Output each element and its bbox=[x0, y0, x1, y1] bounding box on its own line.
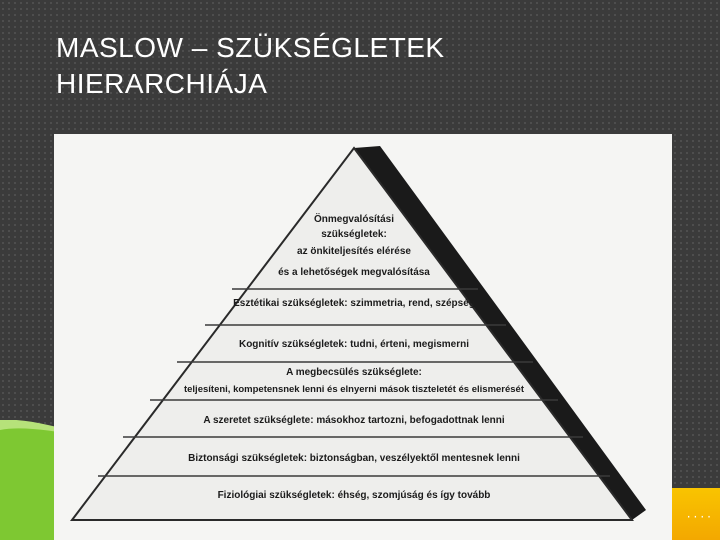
level-label: A szeretet szükséglete: másokhoz tartozni, befogadottnak lenni bbox=[203, 415, 505, 426]
slide-title bbox=[56, 30, 445, 102]
level-aesthetic bbox=[233, 298, 475, 309]
slide-title-line-2: HIERARCHIÁJA bbox=[56, 68, 268, 99]
level-love bbox=[203, 415, 505, 426]
level-physiological bbox=[218, 490, 491, 501]
peak-line: szükségletek: bbox=[321, 229, 387, 240]
level-label: Biztonsági szükségletek: biztonságban, veszélyektől mentesnek lenni bbox=[188, 453, 520, 464]
level-label: Fiziológiai szükségletek: éhség, szomjúság és így tovább bbox=[217, 490, 491, 501]
level-label: Kognitív szükségletek: tudni, érteni, megismerni bbox=[238, 339, 470, 350]
peak-line: az önkiteljesítés elérése bbox=[297, 246, 411, 257]
peak-line: és a lehetőségek megvalósítása bbox=[278, 267, 430, 278]
level-cognitive bbox=[239, 339, 469, 350]
pyramid-body bbox=[72, 148, 632, 520]
level-safety bbox=[188, 453, 520, 464]
decorative-dots: ···· bbox=[686, 510, 714, 524]
pyramid-image bbox=[54, 134, 672, 540]
level-label: Esztétikai szükségletek: szimmetria, rend, szépség bbox=[233, 298, 475, 309]
level-label: A megbecsülés szükséglete: bbox=[286, 367, 422, 378]
maslow-pyramid-diagram bbox=[54, 134, 672, 540]
slide-title-line-1: MASLOW – SZÜKSÉGLETEK bbox=[56, 32, 445, 63]
level-label: teljesíteni, kompetensnek lenni és elnyerni mások tiszteletét és elismerését bbox=[183, 384, 525, 395]
peak-line: Önmegvalósítási bbox=[313, 214, 395, 225]
